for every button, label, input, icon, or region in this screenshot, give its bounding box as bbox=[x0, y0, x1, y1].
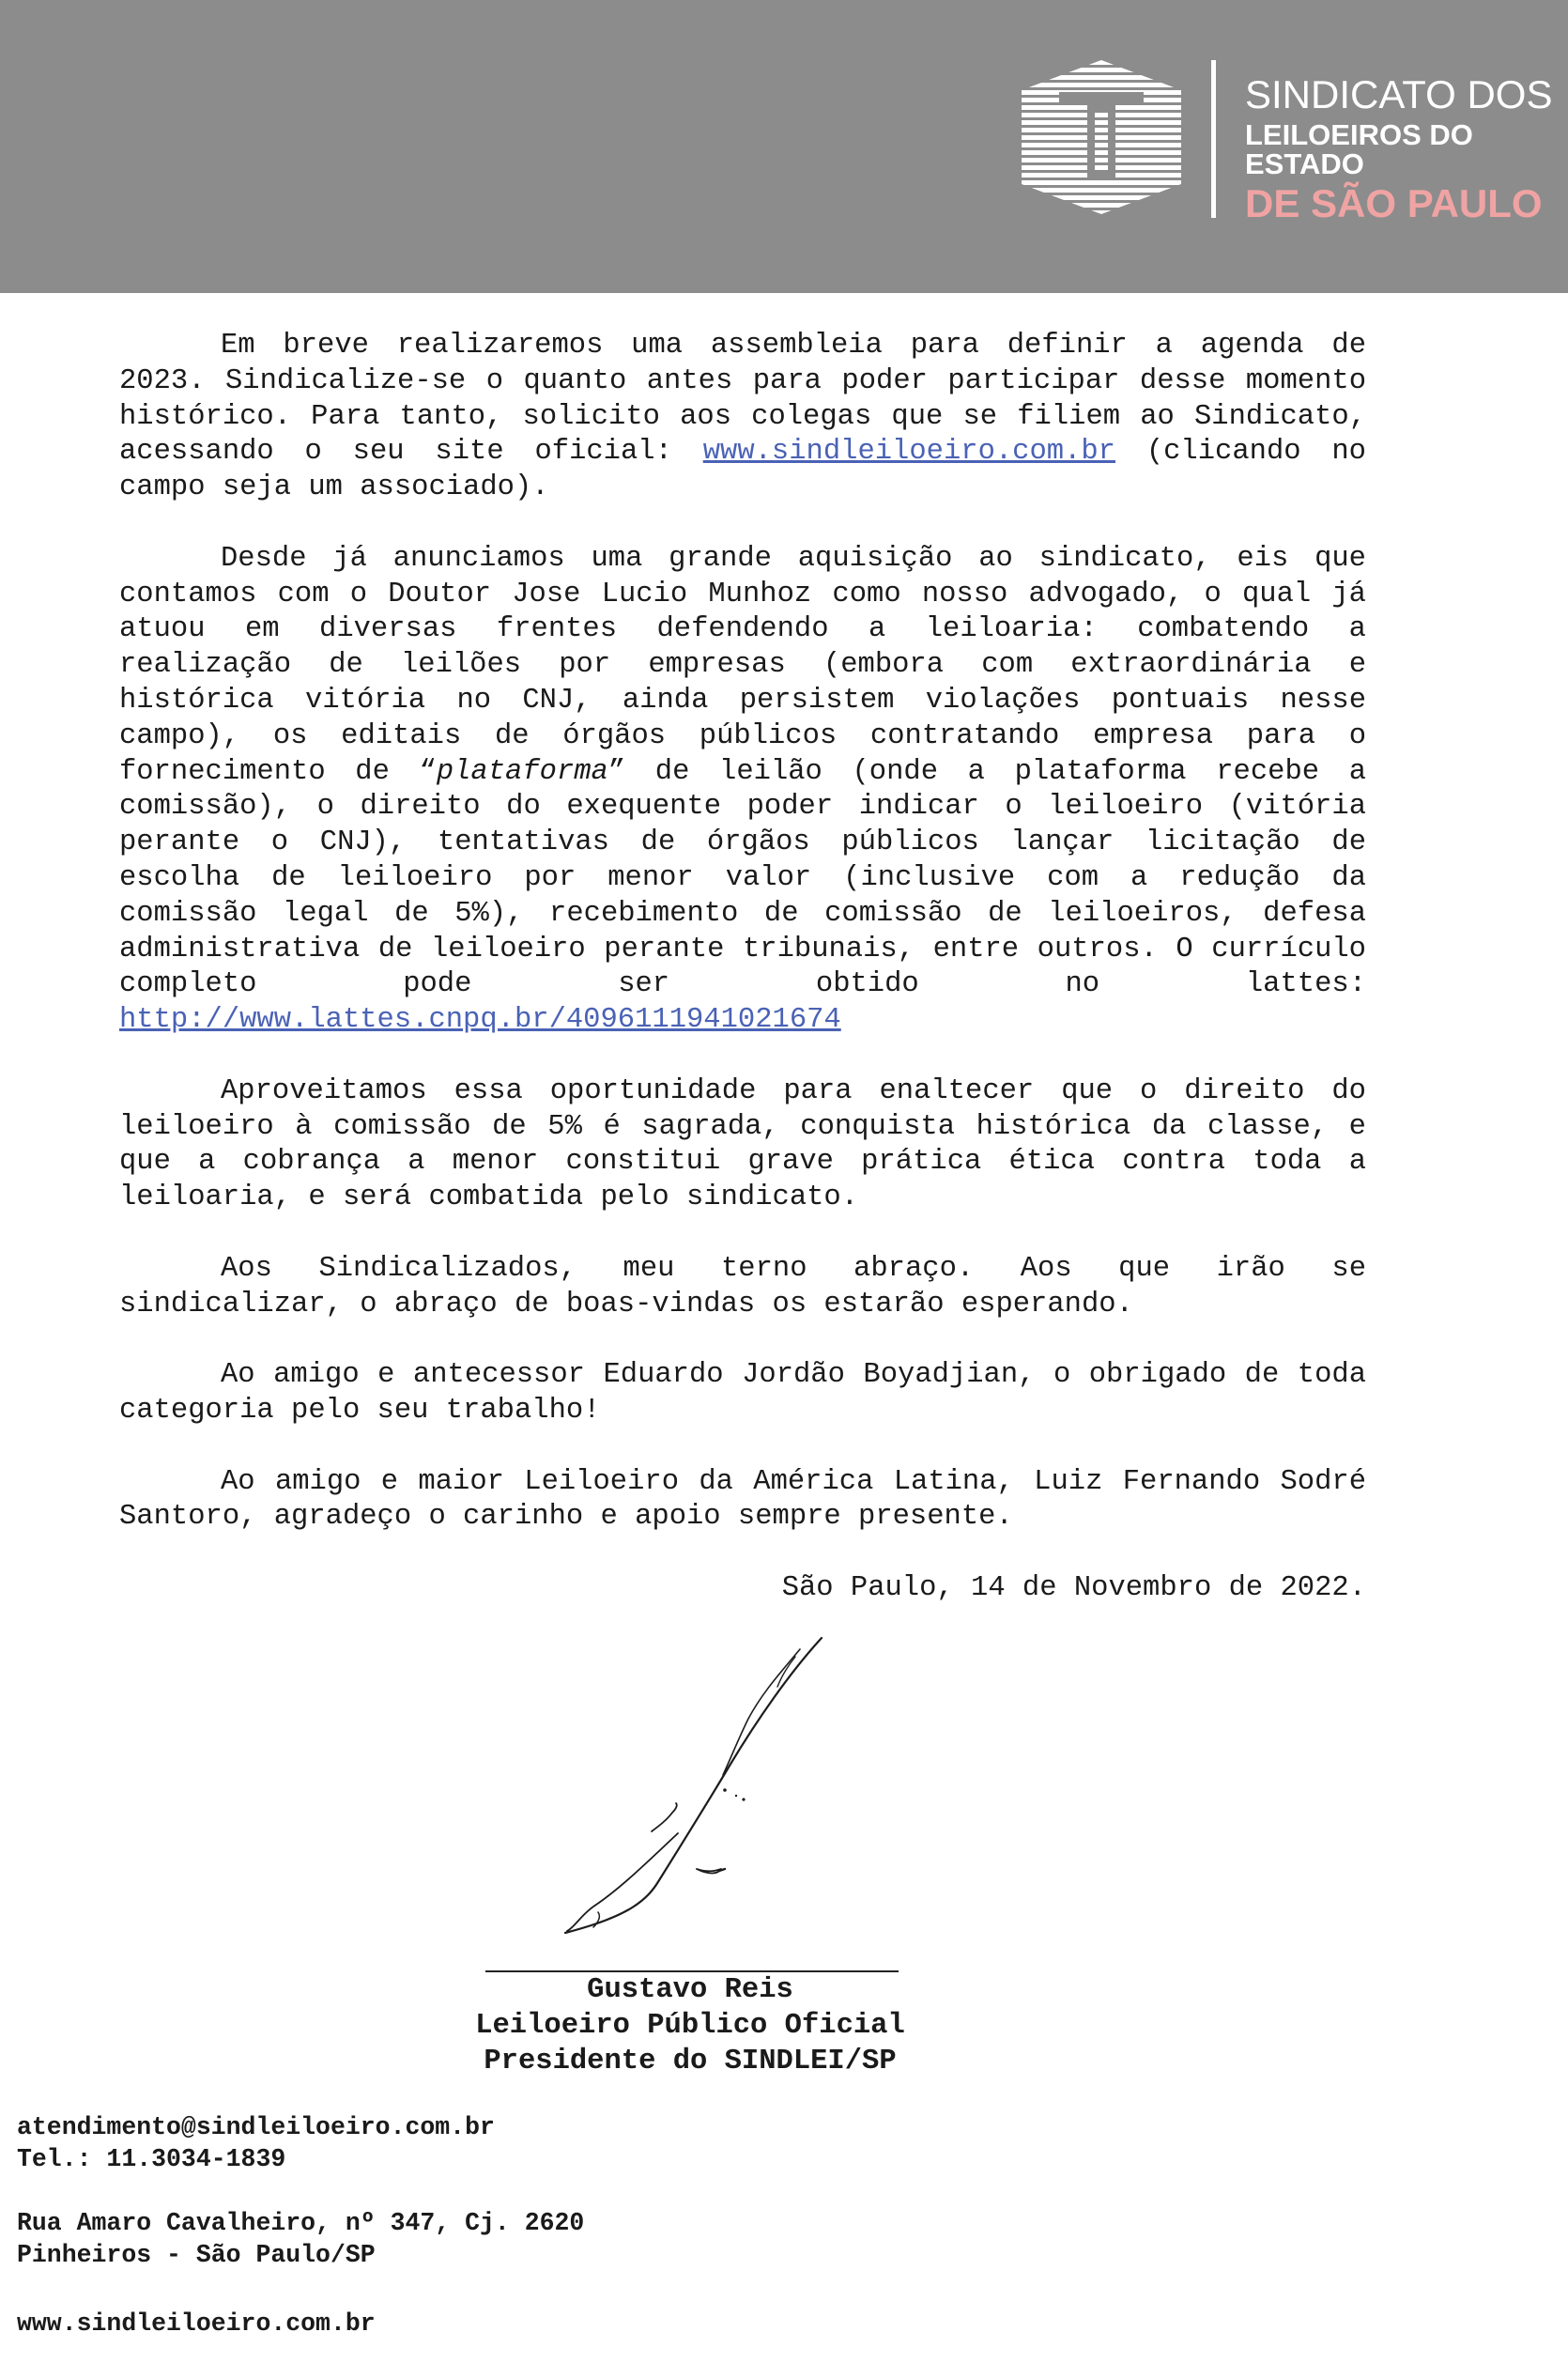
signature-block bbox=[376, 1973, 1005, 2079]
signer-name: Gustavo Reis bbox=[587, 1974, 793, 2006]
paragraph-4: Aos Sindicalizados, meu terno abraço. Aos que irão se sindicalizar, o abraço de boas-vindas os estarão esperando. bbox=[119, 1252, 1366, 1320]
handwritten-signature bbox=[556, 1634, 838, 1935]
paragraph-5: Ao amigo e antecessor Eduardo Jordão Boyadjian, o obrigado de toda categoria pelo seu trabalho! bbox=[119, 1359, 1366, 1427]
logo-line-2: LEILOEIROS DO ESTADO bbox=[1245, 118, 1473, 180]
letter-body bbox=[119, 329, 1366, 1607]
paragraph-3: Aproveitamos essa oportunidade para enaltecer que o direito do leiloeiro à comissão de 5% é sagrada, conquista histórica da classe, e que a cobrança a menor constitui grave prática ética contra toda a leiloaria, e será combatida pelo sindicato. bbox=[119, 1074, 1366, 1214]
contact-address-line-1: Rua Amaro Cavalheiro, nº 347, Cj. 2620 bbox=[17, 2209, 585, 2237]
logo-line-3: DE SÃO PAULO bbox=[1245, 181, 1543, 225]
letter-date: São Paulo, 14 de Novembro de 2022. bbox=[781, 1571, 1366, 1604]
sindicate-emblem-icon bbox=[1022, 60, 1181, 214]
signer-title: Leiloeiro Público Oficial bbox=[475, 2009, 905, 2042]
website-link[interactable]: www.sindleiloeiro.com.br bbox=[702, 436, 1115, 469]
contact-email[interactable]: atendimento@sindleiloeiro.com.br bbox=[17, 2113, 495, 2141]
logo-line-1: SINDICATO DOS bbox=[1245, 72, 1553, 116]
paragraph-2: Desde já anunciamos uma grande aquisição ao sindicato, eis que contamos com o Doutor Jose Lucio Munhoz como nosso advogado, o qual já atuou em diversas frentes defendendo a leiloaria: combatendo a realização de leilões por empresas (embora com extraordinária e histórica vitória no CNJ, ainda persistem violações pontuais nesse campo), os editais de órgãos públicos contratando empresa para o fornecimento de “plataforma” de leilão (onde a plataforma recebe a comissão), o direito do exequente poder indicar o leiloeiro (vitória perante o CNJ), tentativas de órgãos públicos lançar licitação de escolha de leiloeiro por menor valor (inclusive com a redução da comissão legal de 5%), recebimento de comissão de leiloeiros, defesa administrativa de leiloeiro perante tribunais, entre outros. O currículo completo pode ser obtido no lattes: http://www.lattes.cnpq.br/4096111941021674 bbox=[119, 542, 1366, 1037]
signature-line bbox=[485, 1970, 899, 1972]
paragraph-1: Em breve realizaremos uma assembleia para definir a agenda de 2023. Sindicalize-se o quanto antes para poder participar desse momento histórico. Para tanto, solicito aos colegas que se filiem ao Sindicato, acessando o seu site oficial: www.sindleiloeiro.com.br (clicando no campo seja um associado). bbox=[119, 330, 1366, 504]
contact-phone: Tel.: 11.3034-1839 bbox=[17, 2145, 286, 2173]
contact-address-line-2: Pinheiros - São Paulo/SP bbox=[17, 2241, 376, 2269]
paragraph-6: Ao amigo e maior Leiloeiro da América Latina, Luiz Fernando Sodré Santoro, agradeço o carinho e apoio sempre presente. bbox=[119, 1465, 1366, 1534]
signer-role: Presidente do SINDLEI/SP bbox=[484, 2045, 897, 2077]
header-banner bbox=[0, 0, 1568, 293]
contact-website[interactable]: www.sindleiloeiro.com.br bbox=[17, 2309, 376, 2338]
logo-text bbox=[1245, 72, 1564, 225]
lattes-link[interactable]: http://www.lattes.cnpq.br/4096111941021674 bbox=[119, 1004, 841, 1037]
logo-divider bbox=[1211, 60, 1216, 218]
